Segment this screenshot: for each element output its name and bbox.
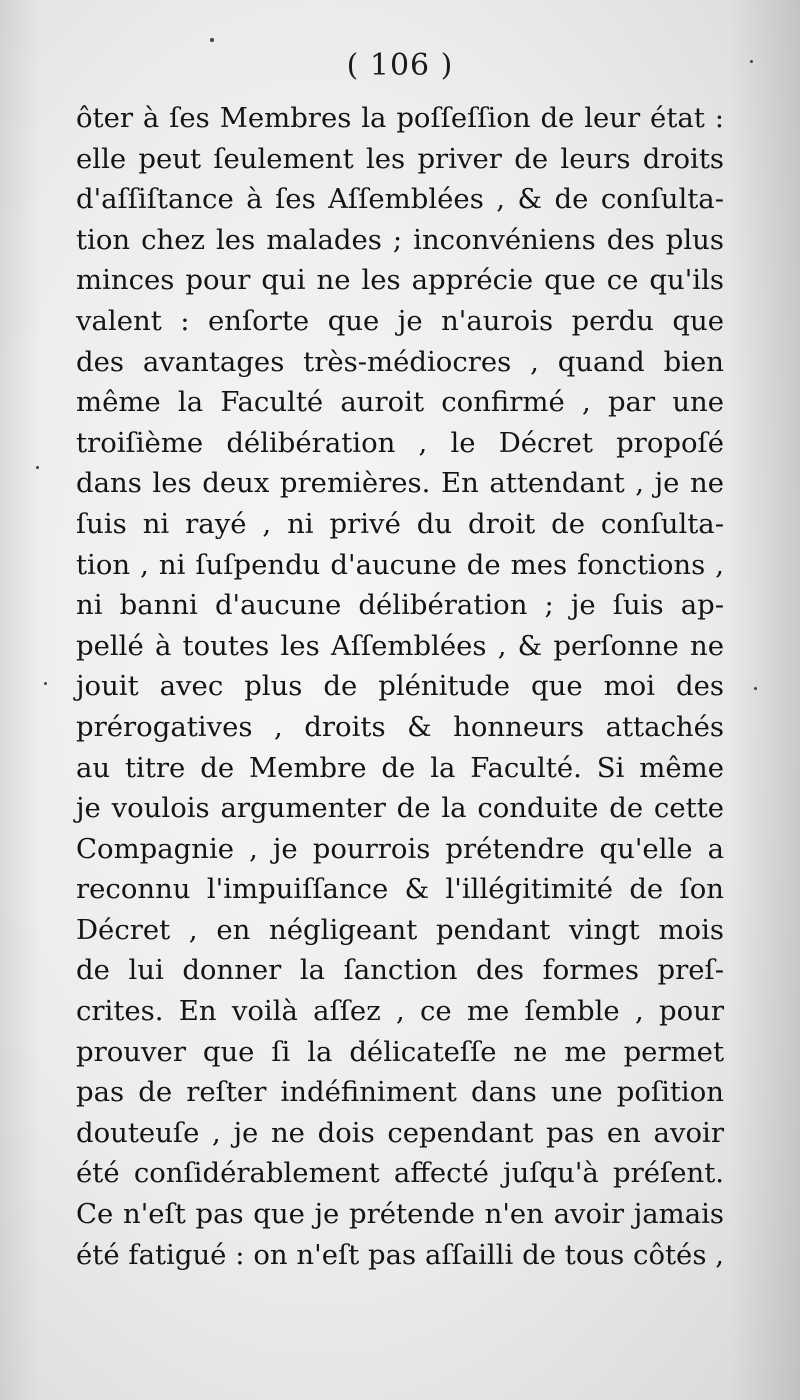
text-line: reconnu l'impuiſſance & l'illégitimité de ſon [76,873,724,906]
text-line: tion , ni ſuſpendu d'aucune de mes fonctions , [76,548,724,581]
page-shadow-left [0,0,40,1400]
text-line: pellé à toutes les Aſſemblées , & perſonne ne [76,629,724,662]
ink-speck [36,466,39,469]
text-line: prouver que ſi la délicateſſe ne me permet [76,1035,724,1068]
text-line: ſuis ni rayé , ni privé du droit de conſulta- [76,507,724,540]
text-line: pas de reſter indéfiniment dans une poſition [76,1076,724,1109]
text-line: des avantages très-médiocres , quand bien [76,345,724,378]
page-number: ( 106 ) [346,48,454,83]
text-line: je voulois argumenter de la conduite de cette [76,792,724,825]
text-line: crites. En voilà aſſez , ce me ſemble , pour [76,995,724,1028]
text-line: jouit avec plus de plénitude que moi des [76,670,724,703]
text-line: d'aſſiſtance à ſes Aſſemblées , & de conſulta- [76,183,724,216]
text-line: valent : enſorte que je n'aurois perdu que [76,304,724,337]
text-line: ni banni d'aucune délibération ; je ſuis ap- [76,589,724,622]
text-line: troiſième délibération , le Décret propoſé [76,426,724,459]
page-shadow-right [730,0,800,1400]
text-line: prérogatives , droits & honneurs attachés [76,710,724,743]
text-line: été fatigué : on n'eſt pas aſſailli de tous côtés , [76,1238,724,1271]
text-line: ôter à ſes Membres la poſſeſſion de leur état : [76,102,724,134]
text-line: douteuſe , je ne dois cependant pas en avoir [76,1116,724,1149]
text-line: même la Faculté auroit confirmé , par une [76,386,724,419]
body-text [76,98,724,1275]
ink-speck [210,38,214,42]
ink-speck [44,682,47,685]
text-line: Décret , en négligeant pendant vingt mois [76,913,724,946]
ink-speck [754,687,757,690]
text-line: minces pour qui ne les apprécie que ce qu'ils [76,264,724,297]
text-line: Compagnie , je pourrois prétendre qu'elle a [76,832,724,865]
text-line: de lui donner la ſanction des formes preſ- [76,954,724,987]
text-line: au titre de Membre de la Faculté. Si même [76,751,724,784]
text-line: tion chez les malades ; inconvéniens des plus [76,223,724,256]
text-line: été conſidérablement affecté juſqu'à préſent. [76,1157,724,1190]
text-line: dans les deux premières. En attendant , je ne [76,467,724,500]
text-line: Ce n'eſt pas que je prétende n'en avoir jamais [76,1198,724,1231]
text-line: elle peut ſeulement les priver de leurs droits [76,142,724,175]
